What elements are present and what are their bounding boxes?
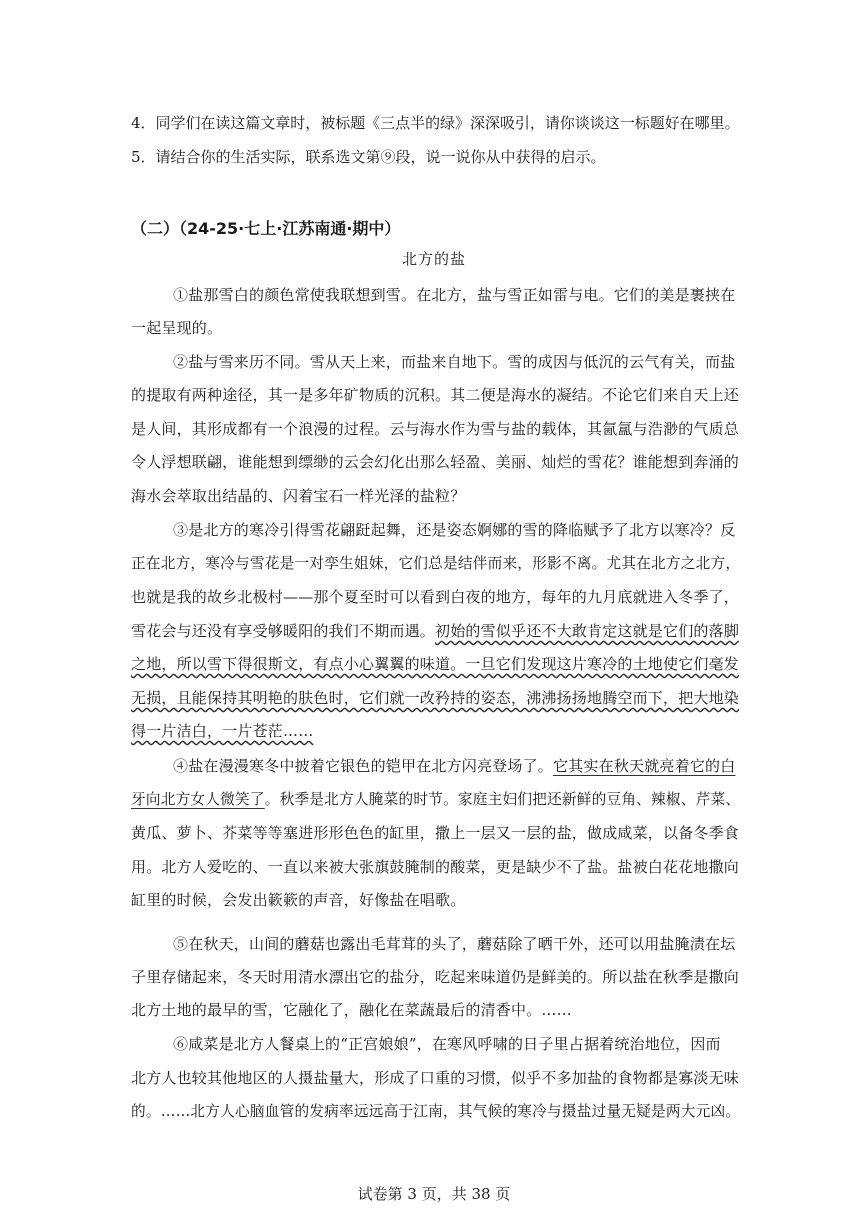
paragraph-2-line-5: 海水会萃取出结晶的、闪着宝石一样光泽的盐粒？ bbox=[131, 487, 466, 505]
article-title: 北方的盐 bbox=[401, 250, 466, 268]
paragraph-2-line-1: ②盐与雪来历不同。雪从天上来，而盐来自地下。雪的成因与低沉的云气有关，而盐 bbox=[173, 353, 736, 371]
paragraph-4-underlined-sentence: 它其实在秋天就亮着它的白 bbox=[553, 757, 736, 775]
paragraph-5-line-2: 子里存储起来，冬天时用清水漂出它的盐分，吃起来味道仍是鲜美的。所以盐在秋季是撒向 bbox=[131, 968, 740, 986]
paragraph-6-line-2: 北方人也较其他地区的人摄盐量大，形成了口重的习惯，似乎不多加盐的食物都是寡淡无味 bbox=[131, 1069, 740, 1087]
paragraph-2-line-3: 是人间，其形成都有一个浪漫的过程。云与海水作为雪与盐的载体，其氤氲与浩渺的气质总 bbox=[131, 420, 740, 438]
paragraph-4-line-1 bbox=[173, 756, 735, 776]
paragraph-6-line-1: ⑥咸菜是北方人餐桌上的“正宫娘娘”，在寒风呼啸的日子里占据着统治地位，因而 bbox=[173, 1035, 721, 1053]
page-footer: 试卷第 3 页，共 38 页 bbox=[357, 1185, 511, 1203]
paragraph-3-wavy-underlined-sentence: 初始的雪似乎还不大敢肯定这就是它们的落脚 bbox=[435, 622, 740, 640]
paragraph-4-line-3: 黄瓜、萝卜、芥菜等等塞进形形色色的缸里，撒上一层又一层的盐，做成咸菜，以备冬季食 bbox=[131, 824, 740, 842]
paragraph-3-line-6: 无损，且能保持其明艳的肤色时，它们就一改矜持的姿态，沸沸扬扬地腾空而下，把大地染 bbox=[131, 689, 740, 707]
paragraph-4-line-4: 用。北方人爱吃的、一直以来被大张旗鼓腌制的酸菜，更是缺少不了盐。盐被白花花地撒向 bbox=[131, 858, 740, 876]
paragraph-6-line-3: 的。……北方人心脑血管的发病率远远高于江南，其气候的寒冷与摄盐过量无疑是两大元凶。 bbox=[131, 1102, 741, 1120]
paragraph-3-line-7: 得一片洁白，一片苍茫…… bbox=[131, 722, 314, 740]
paragraph-1-line-2: 一起呈现的。 bbox=[131, 319, 223, 337]
paragraph-4-line-1-plain: ④盐在漫漫寒冬中披着它银色的铠甲在北方闪亮登场了。 bbox=[173, 757, 554, 775]
paragraph-3-line-5: 之地，所以雪下得很斯文，有点小心翼翼的味道。一旦它们发现这片寒冷的土地使它们毫发 bbox=[131, 655, 740, 673]
paragraph-3-line-1: ③是北方的寒冷引得雪花翩跹起舞，还是姿态婀娜的雪的降临赋予了北方以寒冷？反 bbox=[173, 521, 736, 539]
paragraph-3-line-4 bbox=[131, 621, 739, 641]
paragraph-3-line-3: 也就是我的故乡北极村——那个夏至时可以看到白夜的地方，每年的九月底就进入冬季了， bbox=[131, 588, 740, 606]
paragraph-4-line-5: 缸里的时候，会发出簌簌的声音，好像盐在唱歌。 bbox=[131, 891, 466, 909]
paragraph-1-line-1: ①盐那雪白的颜色常使我联想到雪。在北方，盐与雪正如雷与电。它们的美是裹挟在 bbox=[173, 286, 736, 304]
question-5: 5．请结合你的生活实际，联系选文第⑨段，说一说你从中获得的启示。 bbox=[131, 148, 606, 166]
paragraph-4-line-2 bbox=[131, 789, 740, 809]
paragraph-2-line-4: 令人浮想联翩，谁能想到缥缈的云会幻化出那么轻盈、美丽、灿烂的雪花？谁能想到奔涌的 bbox=[131, 453, 740, 471]
paragraph-4-underlined-sentence-end: 牙向北方女人微笑了 bbox=[131, 790, 265, 808]
paragraph-4-line-2-plain: 。秋季是北方人腌菜的时节。家庭主妇们把还新鲜的豆角、辣椒、芹菜、 bbox=[264, 790, 741, 808]
paragraph-2-line-2: 的提取有两种途径，其一是多年矿物质的沉积。其二便是海水的凝结。不论它们来自天上还 bbox=[131, 386, 740, 404]
paragraph-3-line-2: 正在北方，寒冷与雪花是一对孪生姐妹，它们总是结伴而来，形影不离。尤其在北方之北方， bbox=[131, 554, 741, 572]
paragraph-5-line-1: ⑤在秋天，山间的蘑菇也露出毛茸茸的头了，蘑菇除了晒干外，还可以用盐腌渍在坛 bbox=[173, 935, 736, 953]
paragraph-5-line-3: 北方土地的最早的雪，它融化了，融化在菜蔬最后的清香中。…… bbox=[131, 1001, 572, 1019]
question-4: 4．同学们在读这篇文章时，被标题《三点半的绿》深深吸引，请你谈谈这一标题好在哪里。 bbox=[131, 114, 740, 132]
section-title: （二）（24-25·七上·江苏南通·期中） bbox=[131, 219, 401, 238]
paragraph-3-line-4-plain: 雪花会与还没有享受够暖阳的我们不期而遇。 bbox=[131, 622, 436, 640]
